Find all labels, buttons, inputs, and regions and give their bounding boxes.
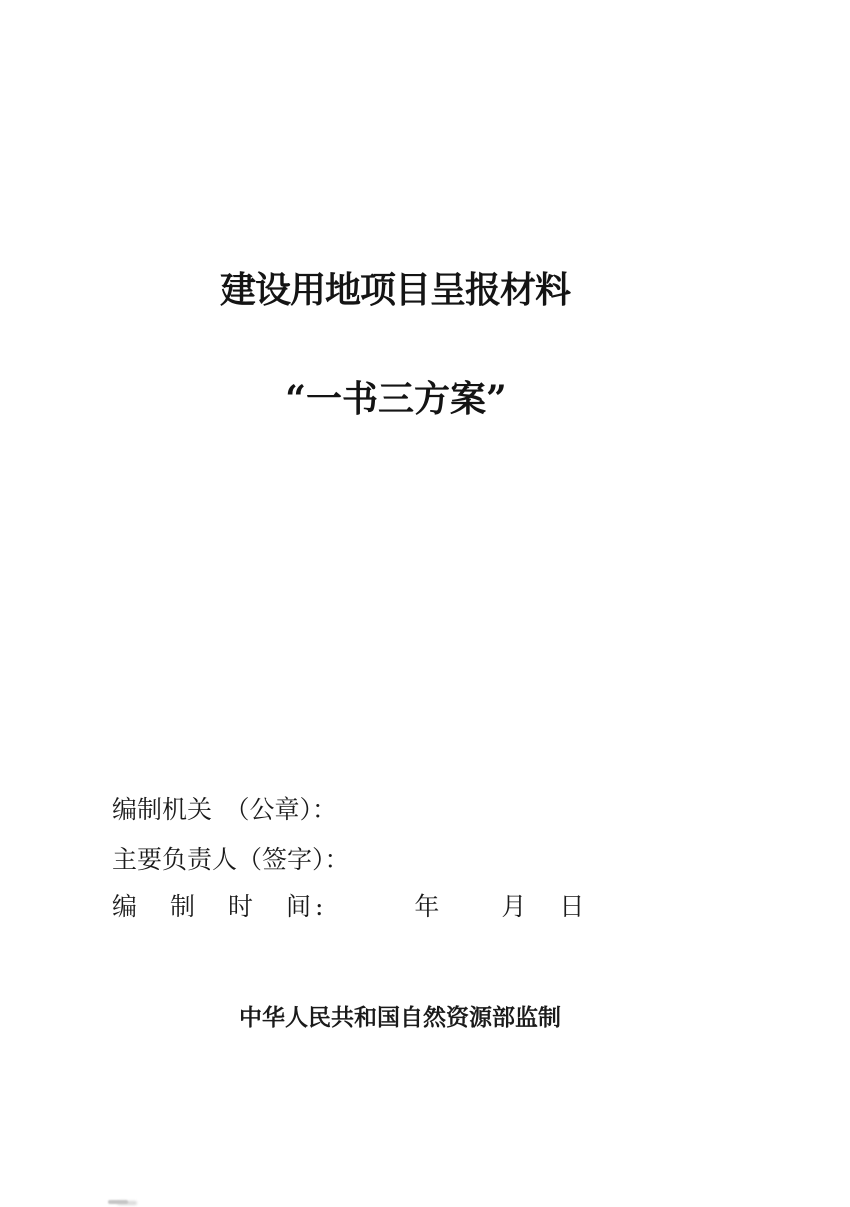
document-title: 建设用地项目呈报材料 — [219, 269, 570, 311]
scan-artifact — [108, 1200, 128, 1204]
issuing-authority-line: 中华人民共和国自然资源部监制 — [239, 1004, 561, 1031]
document-subtitle: “一书三方案” — [285, 378, 507, 420]
field-compiling-authority-seal: 编制机关 （公章）： — [112, 795, 338, 824]
field-responsible-person-signature: 主要负责人（签字）： — [112, 845, 350, 874]
field-compilation-date: 编 制 时 间: 年 月 日 — [112, 892, 589, 921]
